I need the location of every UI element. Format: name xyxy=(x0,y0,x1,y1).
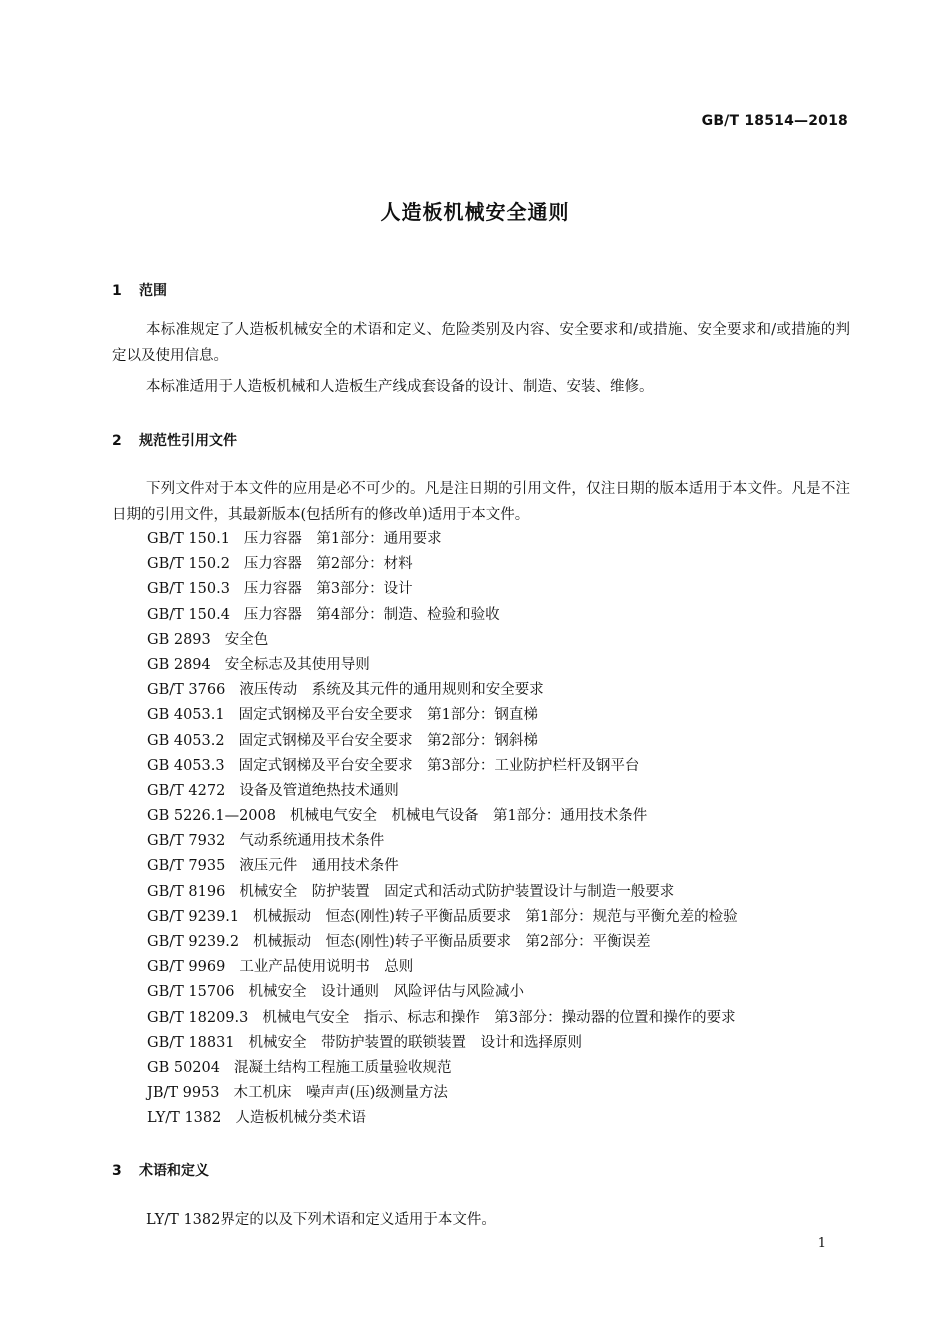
scope-paragraph-2: 本标准适用于人造板机械和人造板生产线成套设备的设计、制造、安装、维修。 xyxy=(146,379,654,395)
reference-code: GB 4053.3 xyxy=(147,757,225,774)
section-heading-normative-references xyxy=(112,430,237,450)
section-heading-scope xyxy=(112,280,167,300)
reference-title: 固定式钢梯及平台安全要求 第1部分：钢直梯 xyxy=(238,707,538,724)
reference-code: GB/T 150.3 xyxy=(147,581,230,598)
reference-item xyxy=(147,653,738,678)
reference-code: GB/T 150.4 xyxy=(147,606,230,623)
reference-title: 安全色 xyxy=(224,631,269,648)
reference-item xyxy=(147,779,738,804)
section-number: 1 xyxy=(112,283,122,299)
reference-title: 工业产品使用说明书 总则 xyxy=(239,959,414,976)
reference-title: 机械安全 防护装置 固定式和活动式防护装置设计与制造一般要求 xyxy=(239,883,675,900)
reference-item xyxy=(147,1006,738,1031)
reference-title: 压力容器 第2部分：材料 xyxy=(243,556,413,573)
page-number: 1 xyxy=(817,1236,826,1251)
reference-list xyxy=(147,527,738,1132)
reference-item xyxy=(147,905,738,930)
reference-item xyxy=(147,703,738,728)
reference-item xyxy=(147,527,738,552)
reference-code: GB/T 7935 xyxy=(147,858,226,875)
reference-code: GB/T 15706 xyxy=(147,984,235,1001)
section-title: 范围 xyxy=(139,283,167,299)
reference-code: GB/T 9239.1 xyxy=(147,908,240,925)
reference-code: LY/T 1382 xyxy=(147,1110,222,1127)
reference-code: GB/T 150.2 xyxy=(147,556,230,573)
section-number: 3 xyxy=(112,1163,122,1179)
reference-item xyxy=(147,1106,738,1131)
reference-item xyxy=(147,880,738,905)
reference-title: 压力容器 第3部分：设计 xyxy=(243,581,413,598)
reference-item xyxy=(147,955,738,980)
reference-item xyxy=(147,754,738,779)
reference-item xyxy=(147,1031,738,1056)
section-title: 规范性引用文件 xyxy=(139,433,237,449)
reference-item xyxy=(147,552,738,577)
reference-item xyxy=(147,854,738,879)
reference-code: GB/T 8196 xyxy=(147,883,226,900)
reference-item xyxy=(147,729,738,754)
reference-code: GB 50204 xyxy=(147,1059,220,1076)
reference-item xyxy=(147,678,738,703)
reference-title: 安全标志及其使用导则 xyxy=(224,656,370,673)
reference-item xyxy=(147,980,738,1005)
reference-code: GB/T 4272 xyxy=(147,782,226,799)
reference-item xyxy=(147,628,738,653)
reference-code: GB/T 18209.3 xyxy=(147,1009,249,1026)
reference-title: 机械电气安全 机械电气设备 第1部分：通用技术条件 xyxy=(290,808,648,825)
reference-code: GB/T 9239.2 xyxy=(147,934,240,950)
section-number: 2 xyxy=(112,433,122,449)
reference-code: GB 5226.1—2008 xyxy=(147,808,276,825)
reference-code: GB 4053.1 xyxy=(147,707,225,724)
reference-title: 固定式钢梯及平台安全要求 第3部分：工业防护栏杆及钢平台 xyxy=(238,757,640,774)
reference-title: 人造板机械分类术语 xyxy=(235,1110,366,1127)
section-heading-terms-definitions xyxy=(112,1160,209,1180)
document-title: 人造板机械安全通则 xyxy=(380,200,570,224)
reference-code: GB 4053.2 xyxy=(147,732,225,749)
reference-title: 固定式钢梯及平台安全要求 第2部分：钢斜梯 xyxy=(238,732,538,749)
reference-item xyxy=(147,1081,738,1106)
reference-title: 气动系统通用技术条件 xyxy=(239,833,385,850)
reference-title: 机械安全 设计通则 风险评估与风险减小 xyxy=(248,984,525,1001)
section-title: 术语和定义 xyxy=(139,1163,209,1179)
reference-title: 机械安全 带防护装置的联锁装置 设计和选择原则 xyxy=(248,1034,583,1051)
scope-paragraph-1: 本标准规定了人造板机械安全的术语和定义、危险类别及内容、安全要求和/或措施、安全要求和/或措施的判定以及使用信息。 xyxy=(112,322,850,364)
reference-code: JB/T 9953 xyxy=(147,1085,220,1102)
reference-title: 压力容器 第1部分：通用要求 xyxy=(243,531,442,547)
reference-code: GB 2893 xyxy=(147,631,211,648)
reference-code: GB/T 9969 xyxy=(147,959,226,976)
reference-code: GB/T 18831 xyxy=(147,1034,235,1051)
terms-paragraph: LY/T 1382界定的以及下列术语和定义适用于本文件。 xyxy=(146,1212,496,1228)
reference-title: 液压元件 通用技术条件 xyxy=(239,858,399,875)
reference-code: GB/T 150.1 xyxy=(147,531,230,547)
reference-title: 液压传动 系统及其元件的通用规则和安全要求 xyxy=(239,682,544,699)
reference-title: 混凝土结构工程施工质量验收规范 xyxy=(233,1059,452,1076)
references-intro-paragraph: 下列文件对于本文件的应用是必不可少的。凡是注日期的引用文件，仅注日期的版本适用于本文件。凡是不注日期的引用文件，其最新版本(包括所有的修改单)适用于本文件。 xyxy=(112,481,850,523)
reference-item xyxy=(147,577,738,602)
reference-title: 设备及管道绝热技术通则 xyxy=(239,782,399,799)
reference-item xyxy=(147,930,738,955)
reference-title: 压力容器 第4部分：制造、检验和验收 xyxy=(243,606,500,623)
reference-code: GB/T 3766 xyxy=(147,682,226,699)
reference-code: GB 2894 xyxy=(147,656,211,673)
reference-item xyxy=(147,603,738,628)
reference-item xyxy=(147,1056,738,1081)
reference-item xyxy=(147,829,738,854)
reference-title: 木工机床 噪声声(压)级测量方法 xyxy=(233,1085,448,1102)
standard-code: GB/T 18514—2018 xyxy=(701,113,848,129)
reference-title: 机械振动 恒态(刚性)转子平衡品质要求 第1部分：规范与平衡允差的检验 xyxy=(253,908,738,925)
reference-code: GB/T 7932 xyxy=(147,833,226,850)
reference-title: 机械振动 恒态(刚性)转子平衡品质要求 第2部分：平衡误差 xyxy=(253,934,651,950)
reference-item xyxy=(147,804,738,829)
reference-title: 机械电气安全 指示、标志和操作 第3部分：操动器的位置和操作的要求 xyxy=(262,1009,736,1026)
